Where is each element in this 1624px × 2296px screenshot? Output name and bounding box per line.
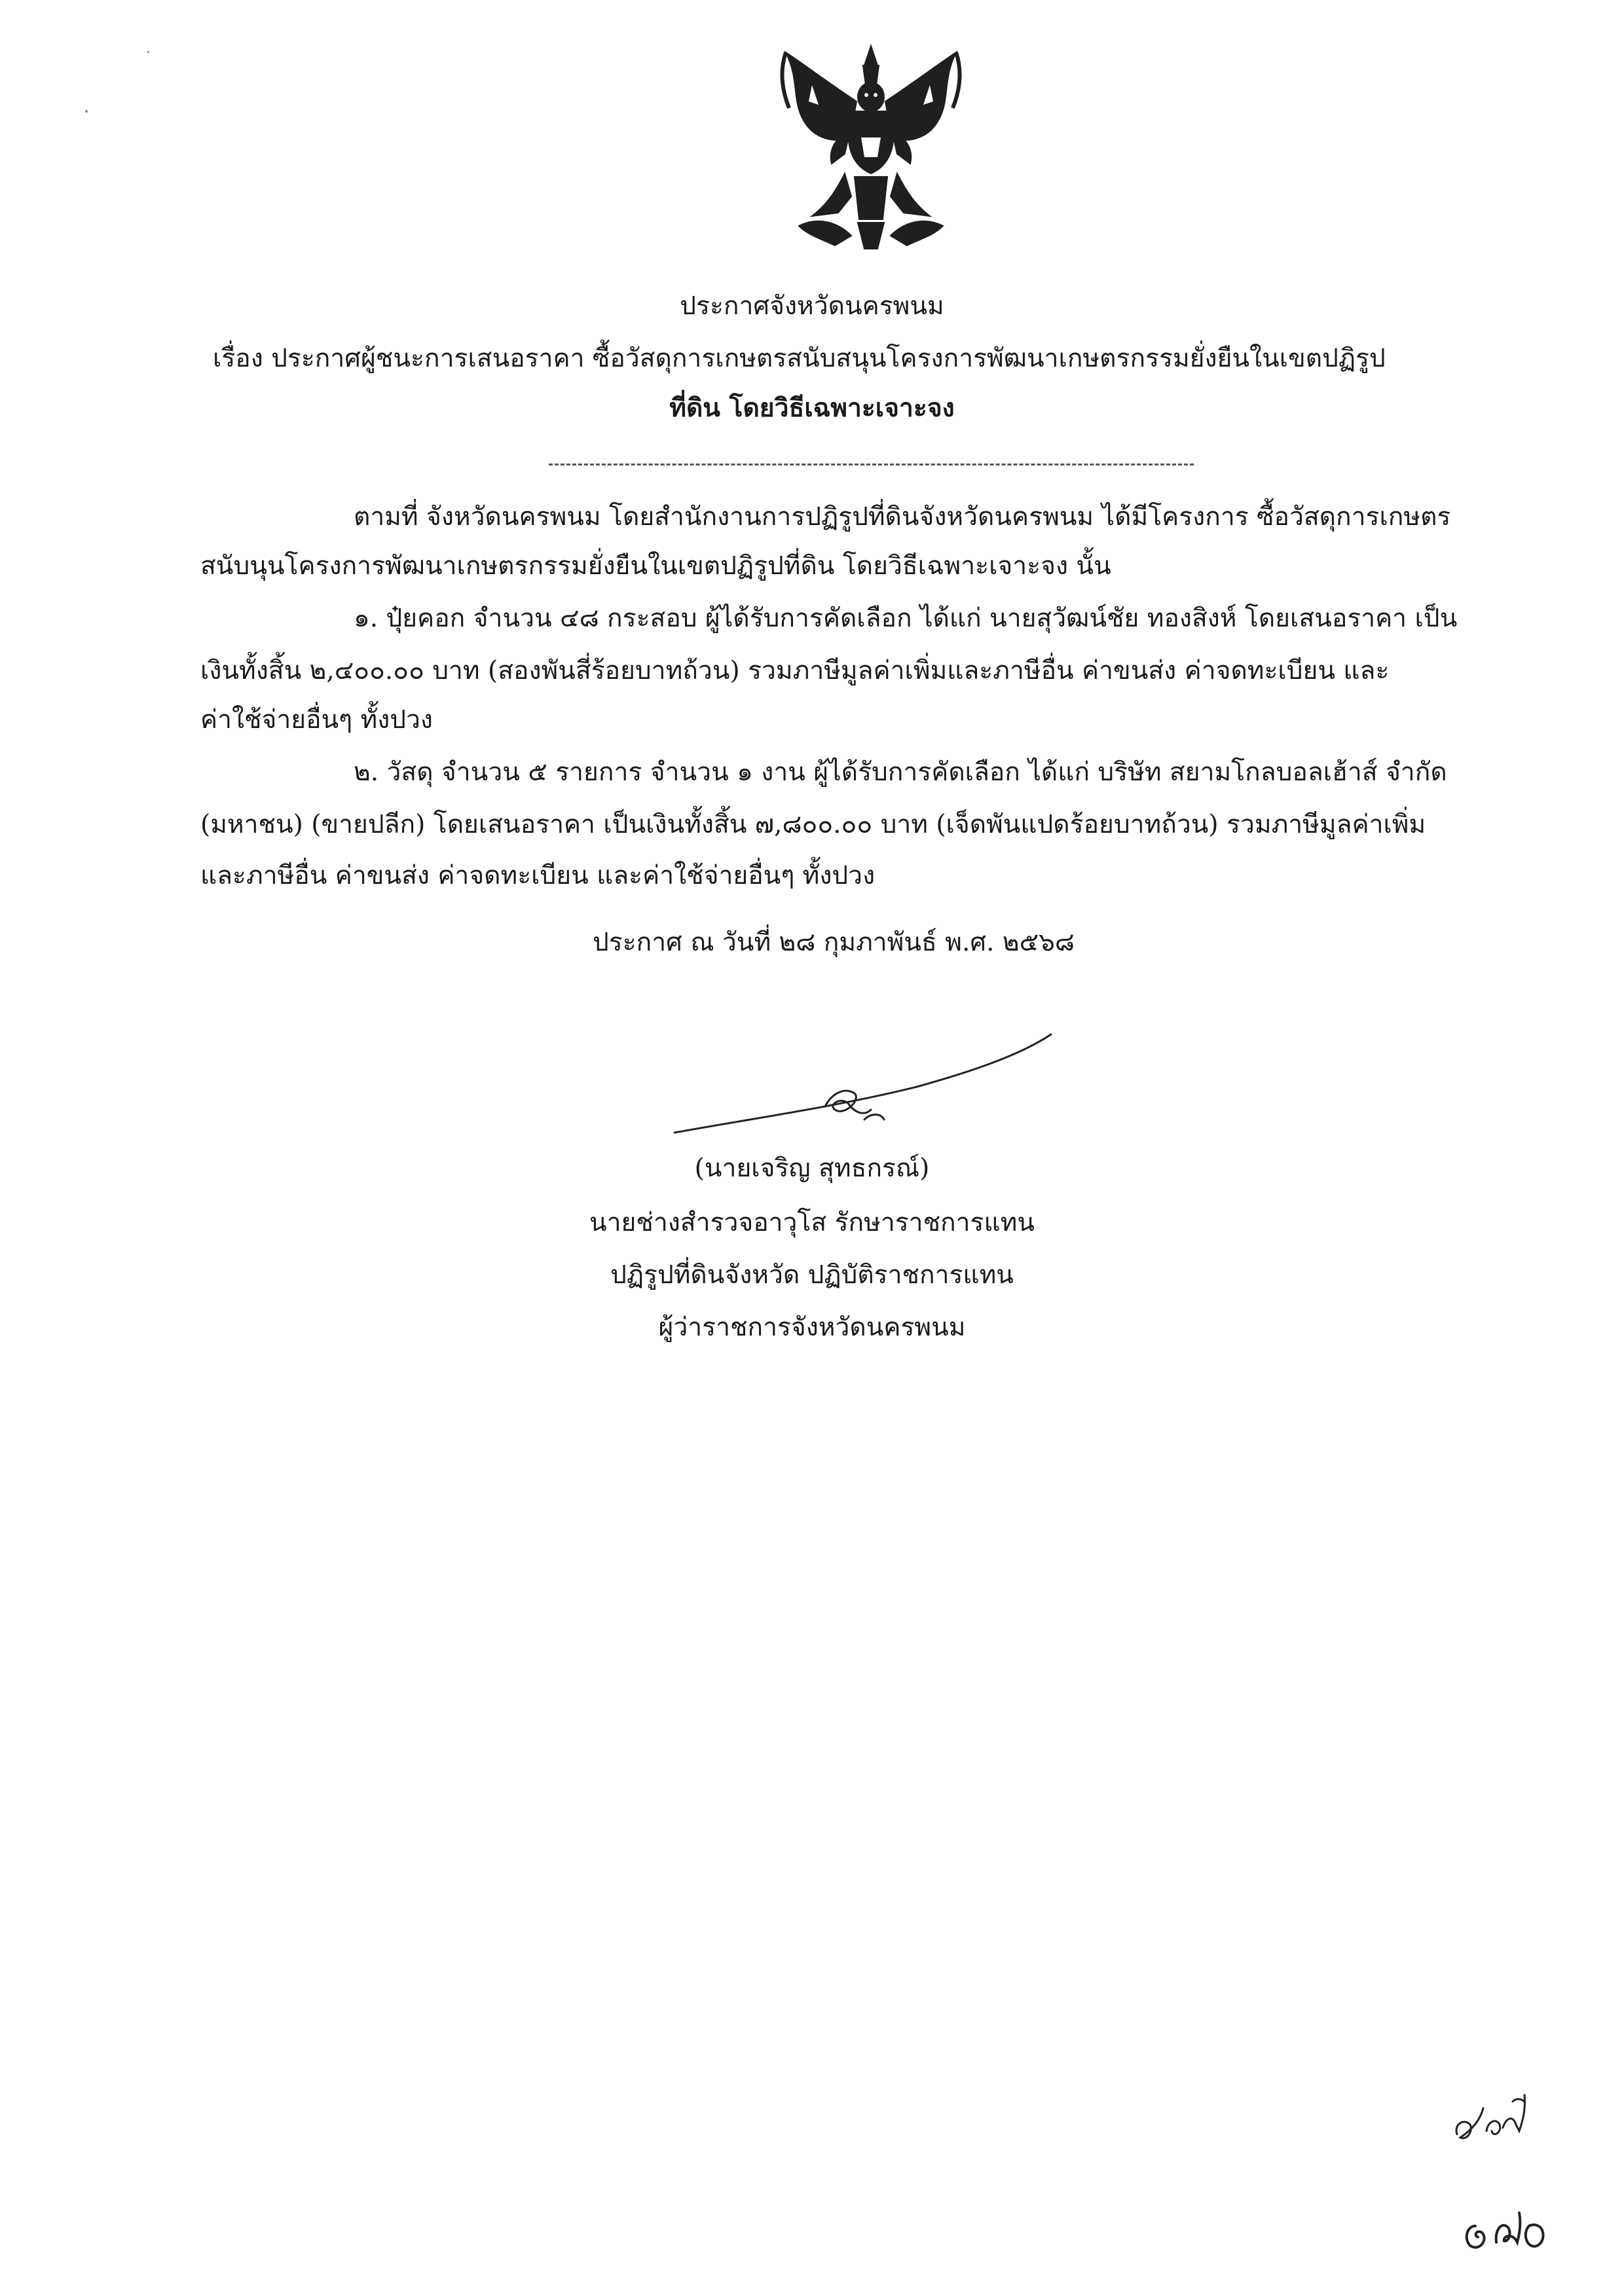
item-2-line-1: ๒. วัสดุ จำนวน ๕ รายการ จำนวน ๑ งาน ผู้ได้รับการคัดเลือก ได้แก่ บริษัท สยามโกลบอลเฮ้าส์ จำกัด	[354, 757, 1447, 787]
item-2-line-2: (มหาชน) (ขายปลีก) โดยเสนอราคา เป็นเงินทั้งสิ้น ๗,๘๐๐.๐๐ บาท (เจ็ดพันแปดร้อยบาทถ้วน) รวมภาษีมูลค่าเพิ่ม	[200, 810, 1426, 839]
intro-line-2: สนับนุนโครงการพัฒนาเกษตรกรรมยั่งยืนในเขตปฏิรูปที่ดิน โดยวิธีเฉพาะเจาะจง นั้น	[200, 551, 1111, 581]
handwritten-number	[1457, 2196, 1555, 2255]
document-title: ประกาศจังหวัดนครพนม	[680, 291, 944, 321]
subject-line-2: ที่ดิน โดยวิธีเฉพาะเจาะจง	[669, 393, 955, 423]
header-divider	[549, 464, 1194, 465]
announcement-date: ประกาศ ณ วันที่ ๒๘ กุมภาพันธ์ พ.ศ. ๒๕๖๘	[593, 928, 1075, 957]
garuda-emblem-icon	[773, 39, 969, 255]
scan-speck	[85, 110, 88, 113]
scan-speck	[147, 51, 149, 53]
item-2-line-3: และภาษีอื่น ค่าขนส่ง ค่าจดทะเบียน และค่าใช้จ่ายอื่นๆ ทั้งปวง	[200, 861, 876, 890]
signatory-position-2: ปฏิรูปที่ดินจังหวัด ปฏิบัติราชการแทน	[610, 1260, 1014, 1290]
signatory-name: (นายเจริญ สุทธกรณ์)	[694, 1154, 930, 1183]
handwritten-signature	[668, 1021, 1061, 1152]
item-1-line-3: ค่าใช้จ่ายอื่นๆ ทั้งปวง	[200, 705, 433, 735]
intro-line-1: ตามที่ จังหวัดนครพนม โดยสำนักงานการปฏิรูปที่ดินจังหวัดนครพนม ได้มีโครงการ ซื้อวัสดุการเกษตร	[354, 502, 1451, 532]
signatory-position-1: นายช่างสำรวจอาวุโส รักษาราชการแทน	[589, 1208, 1035, 1237]
item-1-line-1: ๑. ปุ๋ยคอก จำนวน ๔๘ กระสอบ ผู้ได้รับการคัดเลือก ได้แก่ นายสุวัฒน์ชัย ทองสิงห์ โดยเสนอราคา เป็น	[354, 604, 1458, 633]
signatory-position-3: ผู้ว่าราชการจังหวัดนครพนม	[658, 1313, 966, 1342]
item-1-line-2: เงินทั้งสิ้น ๒,๔๐๐.๐๐ บาท (สองพันสี่ร้อยบาทถ้วน) รวมภาษีมูลค่าเพิ่มและภาษีอื่น ค่าขนส่ง ค่าจดทะเบียน และ	[200, 656, 1390, 685]
subject-line-1: เรื่อง ประกาศผู้ชนะการเสนอราคา ซื้อวัสดุการเกษตรสนับสนุนโครงการพัฒนาเกษตรกรรมยั่งยืนในเขตปฏิรูป	[213, 344, 1386, 373]
handwritten-initials	[1447, 2082, 1539, 2154]
